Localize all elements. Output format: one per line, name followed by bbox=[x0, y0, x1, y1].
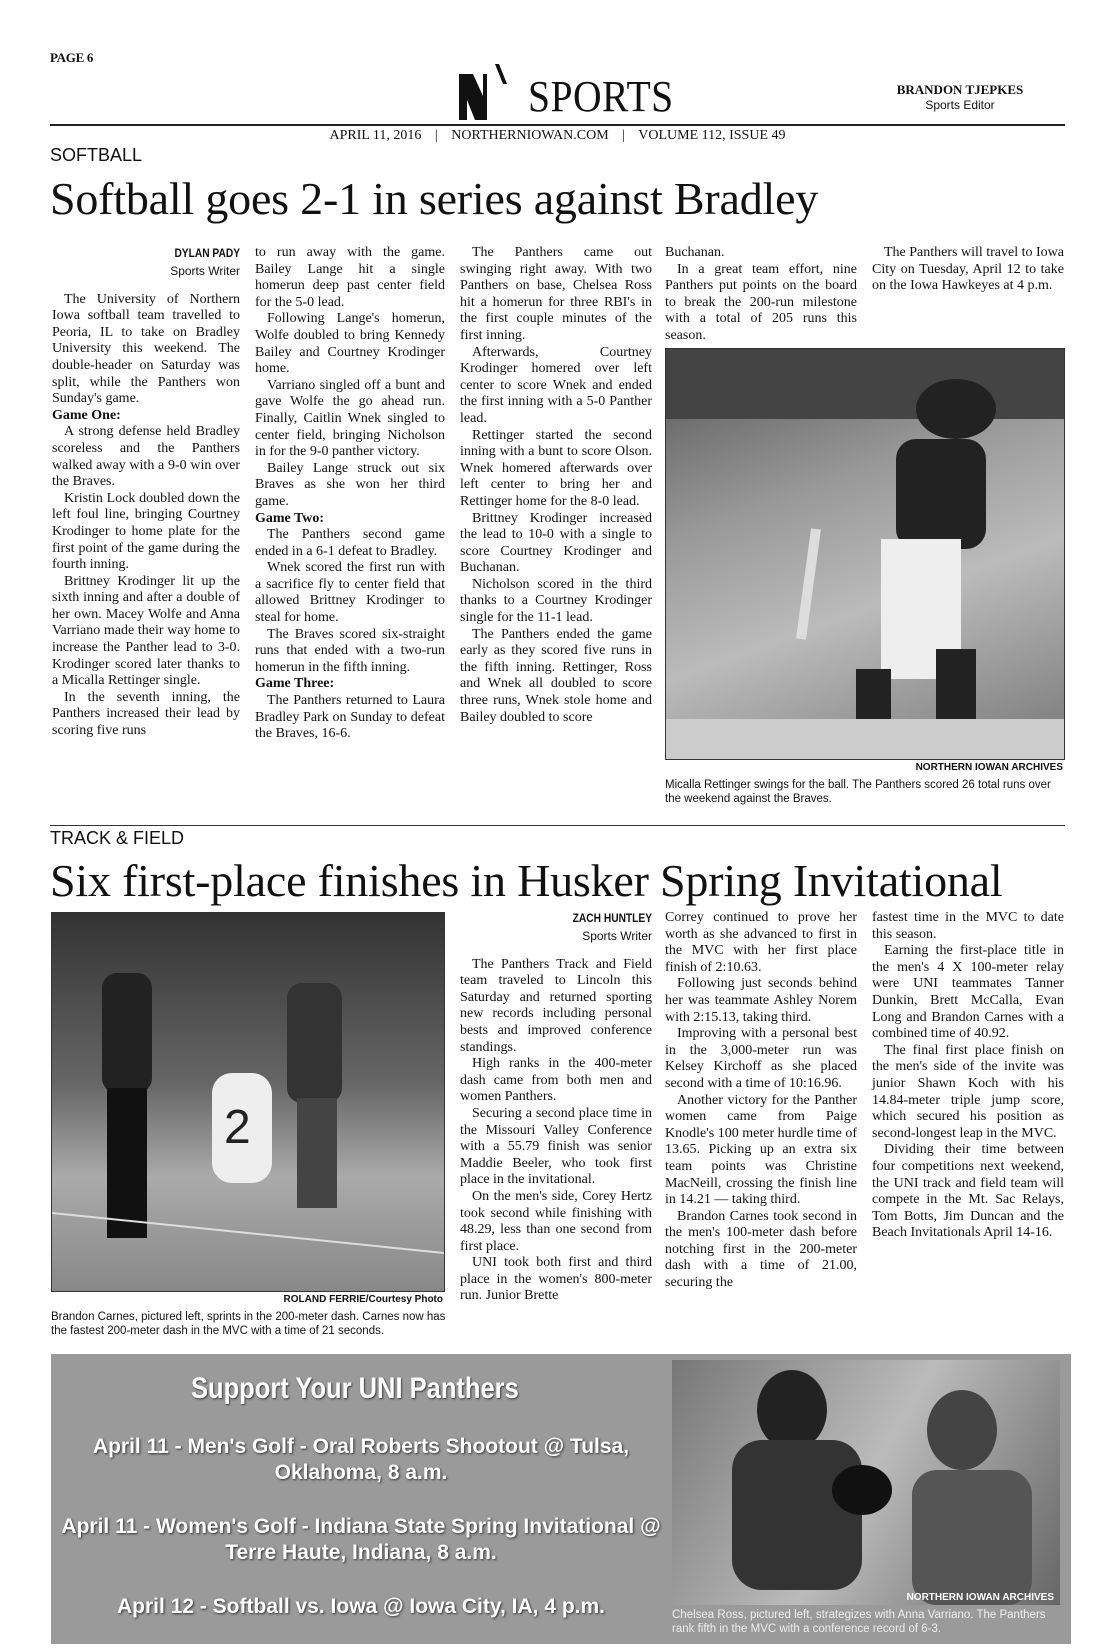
paragraph: The Panthers returned to Laura Bradley Park on Sunday to defeat the Braves, 16-6. bbox=[255, 693, 445, 742]
ad-event: April 12 - Softball vs. Iowa @ Iowa City, IA, 4 p.m. bbox=[116, 1595, 605, 1618]
paragraph: Afterwards, Courtney Krodinger homered over left center to score Wnek and ended the first inning with a 5-0 Panther lead. bbox=[460, 344, 652, 426]
editor-role: Sports Editor bbox=[925, 98, 995, 112]
dateline bbox=[50, 128, 1065, 144]
subheading: Game Two: bbox=[255, 510, 325, 526]
softball-column-3 bbox=[460, 245, 652, 726]
photo-caption: Chelsea Ross, pictured left, strategizes with Anna Varriano. The Panthers rank fifth in the MVC with a conference record of 6-3. bbox=[672, 1609, 1046, 1635]
paragraph: The Panthers came out swinging right away. With two Panthers on base, Chelsea Ross hit a homerun for three RBI's in the first couple minutes of the first inning. bbox=[460, 245, 652, 343]
paragraph: The Panthers Track and Field team traveled to Lincoln this Saturday and returned sporting new records including personal bests and improved conference standings. bbox=[460, 956, 652, 1055]
page-number: PAGE 6 bbox=[50, 50, 94, 65]
paragraph: Bailey Lange struck out six Braves as she won her third game. bbox=[255, 460, 445, 509]
editor-credit bbox=[880, 82, 1040, 112]
softball-kicker: SOFTBALL bbox=[50, 145, 143, 165]
paragraph: Kristin Lock doubled down the left foul line, bringing Courtney Krodinger to home plate for the first point of the game during the fourth inning. bbox=[52, 490, 240, 573]
byline bbox=[460, 910, 652, 945]
byline bbox=[52, 245, 240, 280]
softball-players-photo bbox=[672, 1360, 1060, 1605]
photo-credit: NORTHERN IOWAN ARCHIVES bbox=[906, 1592, 1054, 1603]
paragraph: to run away with the game. Bailey Lange hit a single homerun deep past center field for the 5-0 lead. bbox=[255, 245, 445, 310]
paragraph: The Braves scored six-straight runs that ended with a two-run homerun in the fifth inning. bbox=[255, 626, 445, 675]
ad-event: April 11 - Men's Golf - Oral Roberts Shootout @ Tulsa, Oklahoma, 8 a.m. bbox=[92, 1435, 630, 1484]
track-column-1 bbox=[460, 910, 652, 1305]
photo-caption: Brandon Carnes, pictured left, sprints in the 200-meter dash. Carnes now has the fastest 200-meter dash in the MVC with a time of 21 seconds. bbox=[51, 1311, 446, 1337]
website: NORTHERNIOWAN.COM bbox=[451, 128, 609, 143]
paragraph: Nicholson scored in the third thanks to a Courtney Krodinger single for the 11-1 lead. bbox=[460, 576, 652, 626]
support-panthers-ad bbox=[51, 1354, 1071, 1644]
separator: | bbox=[434, 128, 438, 143]
softball-column-1 bbox=[52, 245, 240, 740]
ad-event: April 11 - Women's Golf - Indiana State Spring Invitational @ Terre Haute, Indiana, 8 a.m. bbox=[61, 1515, 661, 1564]
author-name: DYLAN PADY bbox=[174, 246, 240, 260]
northern-iowan-logo-icon bbox=[455, 62, 515, 122]
volume-issue: VOLUME 112, ISSUE 49 bbox=[638, 128, 786, 143]
author-role: Sports Writer bbox=[582, 928, 652, 943]
paragraph: Another victory for the Panther women came from Paige Knodle's 100 meter hurdle time of 13.65. Picking up an extra six team points was Christine MacNeill, crossing the finish line in 14.21 — taking third. bbox=[665, 1092, 857, 1208]
paragraph: In a great team effort, nine Panthers put points on the board to break the 200-run milestone with a total of 205 runs this season. bbox=[665, 261, 857, 343]
paragraph: Varriano singled off a bunt and gave Wolfe the go ahead run. Finally, Caitlin Wnek singled to center field, bringing Nicholson in for the 9-0 panther victory. bbox=[255, 377, 445, 460]
photo-credit: ROLAND FERRIE/Courtesy Photo bbox=[283, 1294, 443, 1305]
paragraph: Earning the first-place title in the men's 4 X 100-meter relay were UNI teammates Tanner Dunkin, Brett McCalla, Evan Long and Brandon Carnes with a combined time of 40.92. bbox=[872, 943, 1064, 1042]
paragraph: The University of Northern Iowa softball team travelled to Peoria, IL to take on Bradley University this weekend. The double-header on Saturday was split, while the Panthers won Sunday's game. bbox=[52, 291, 240, 407]
paragraph: Correy continued to prove her worth as she advanced to first in the MVC with her first place finish of 2:10.63. bbox=[665, 910, 857, 975]
paragraph: Brittney Krodinger increased the lead to 10-0 with a single to score Courtney Krodinger and Buchanan. bbox=[460, 510, 652, 576]
paragraph: Dividing their time between four competitions next weekend, the UNI track and field team will compete in the Mt. Sac Relays, Tom Botts, Jim Duncan and the Beach Invitationals April 14-16. bbox=[872, 1142, 1064, 1241]
author-role: Sports Writer bbox=[170, 263, 240, 278]
paragraph: Buchanan. bbox=[665, 245, 725, 260]
subheading: Game Three: bbox=[255, 676, 335, 692]
subheading: Game One: bbox=[52, 407, 121, 423]
softball-column-4 bbox=[665, 245, 857, 345]
paragraph: Brandon Carnes took second in the men's 100-meter dash before notching first in the 200-meter dash with a time of 21.00, securing the bbox=[665, 1208, 857, 1291]
photo-credit: NORTHERN IOWAN ARCHIVES bbox=[915, 762, 1063, 773]
paragraph: UNI took both first and third place in the women's 800-meter run. Junior Brette bbox=[460, 1255, 652, 1304]
photo-caption: Micalla Rettinger swings for the ball. The Panthers scored 26 total runs over the weekend against the Braves. bbox=[665, 779, 1051, 805]
paragraph: The Panthers ended the game early as they scored five runs in the fifth inning. Rettinger, Ross and Wnek all doubled to score three runs, Wnek stole home and Bailey doubled to score bbox=[460, 626, 652, 725]
paragraph: Following Lange's homerun, Wolfe doubled to bring Kennedy Bailey and Courtney Krodinger home. bbox=[255, 311, 445, 377]
track-headline: Six first-place finishes in Husker Spring Invitational bbox=[50, 855, 1003, 906]
paragraph: Brittney Krodinger lit up the sixth inning and after a double of her own. Macey Wolfe and Anna Varriano made their way home to increase the Panther lead to 3-0. Krodinger scored later thanks to a Micalla Rettinger single. bbox=[52, 573, 240, 689]
paragraph: Wnek scored the first run with a sacrifice fly to center field that allowed Brittney Krodinger to steal for home. bbox=[255, 560, 445, 626]
paragraph: A strong defense held Bradley scoreless and the Panthers walked away with a 9-0 win over the Braves. bbox=[52, 424, 240, 490]
issue-date: APRIL 11, 2016 bbox=[329, 128, 422, 143]
track-column-2 bbox=[665, 910, 857, 1292]
track-column-3 bbox=[872, 910, 1064, 1242]
editor-name: BRANDON TJEPKES bbox=[896, 82, 1024, 97]
track-kicker: TRACK & FIELD bbox=[50, 828, 185, 848]
paragraph: Following just seconds behind her was teammate Ashley Norem with 2:15.13, taking third. bbox=[665, 976, 857, 1025]
paragraph: The final first place finish on the men's side of the invite was junior Shawn Koch with his 14.84-meter triple jump score, which secured his position as second-longest leap in the MVC. bbox=[872, 1042, 1064, 1141]
softball-column-5 bbox=[872, 245, 1064, 295]
paragraph: Securing a second place time in the Missouri Valley Conference with a 55.79 finish was senior Maddie Beeler, who took first place in the invitational. bbox=[460, 1105, 652, 1188]
track-sprinters-photo bbox=[51, 912, 445, 1292]
paragraph: In the seventh inning, the Panthers increased their lead by scoring five runs bbox=[52, 689, 240, 739]
separator: | bbox=[622, 128, 625, 143]
softball-column-2 bbox=[255, 245, 445, 743]
paragraph: On the men's side, Corey Hertz took second while finishing with 48.29, less than one second from first place. bbox=[460, 1188, 652, 1254]
softball-batter-photo bbox=[665, 348, 1065, 760]
paragraph: The Panthers will travel to Iowa City on Tuesday, April 12 to take on the Iowa Hawkeyes at 4 p.m. bbox=[872, 245, 1065, 294]
author-name: ZACH HUNTLEY bbox=[572, 911, 652, 925]
softball-headline: Softball goes 2-1 in series against Bradley bbox=[50, 173, 819, 224]
paragraph: Rettinger started the second inning with a bunt to score Olson. Wnek homered afterwards over left center to bring her and Rettinger home for the 8-0 lead. bbox=[460, 427, 652, 509]
svg-text:2: 2 bbox=[224, 1101, 251, 1154]
section-divider bbox=[50, 825, 1065, 826]
paragraph: fastest time in the MVC to date this season. bbox=[872, 910, 1064, 942]
section-title: SPORTS bbox=[528, 72, 674, 121]
paragraph: High ranks in the 400-meter dash came from both men and women Panthers. bbox=[460, 1056, 652, 1105]
masthead-rule bbox=[50, 124, 1065, 126]
paragraph: The Panthers second game ended in a 6-1 defeat to Bradley. bbox=[255, 527, 445, 559]
paragraph: Improving with a personal best in the 3,000-meter run was Kelsey Kirchoff as she placed second with a time of 10:16.96. bbox=[665, 1026, 857, 1091]
ad-title: Support Your UNI Panthers bbox=[191, 1372, 519, 1405]
